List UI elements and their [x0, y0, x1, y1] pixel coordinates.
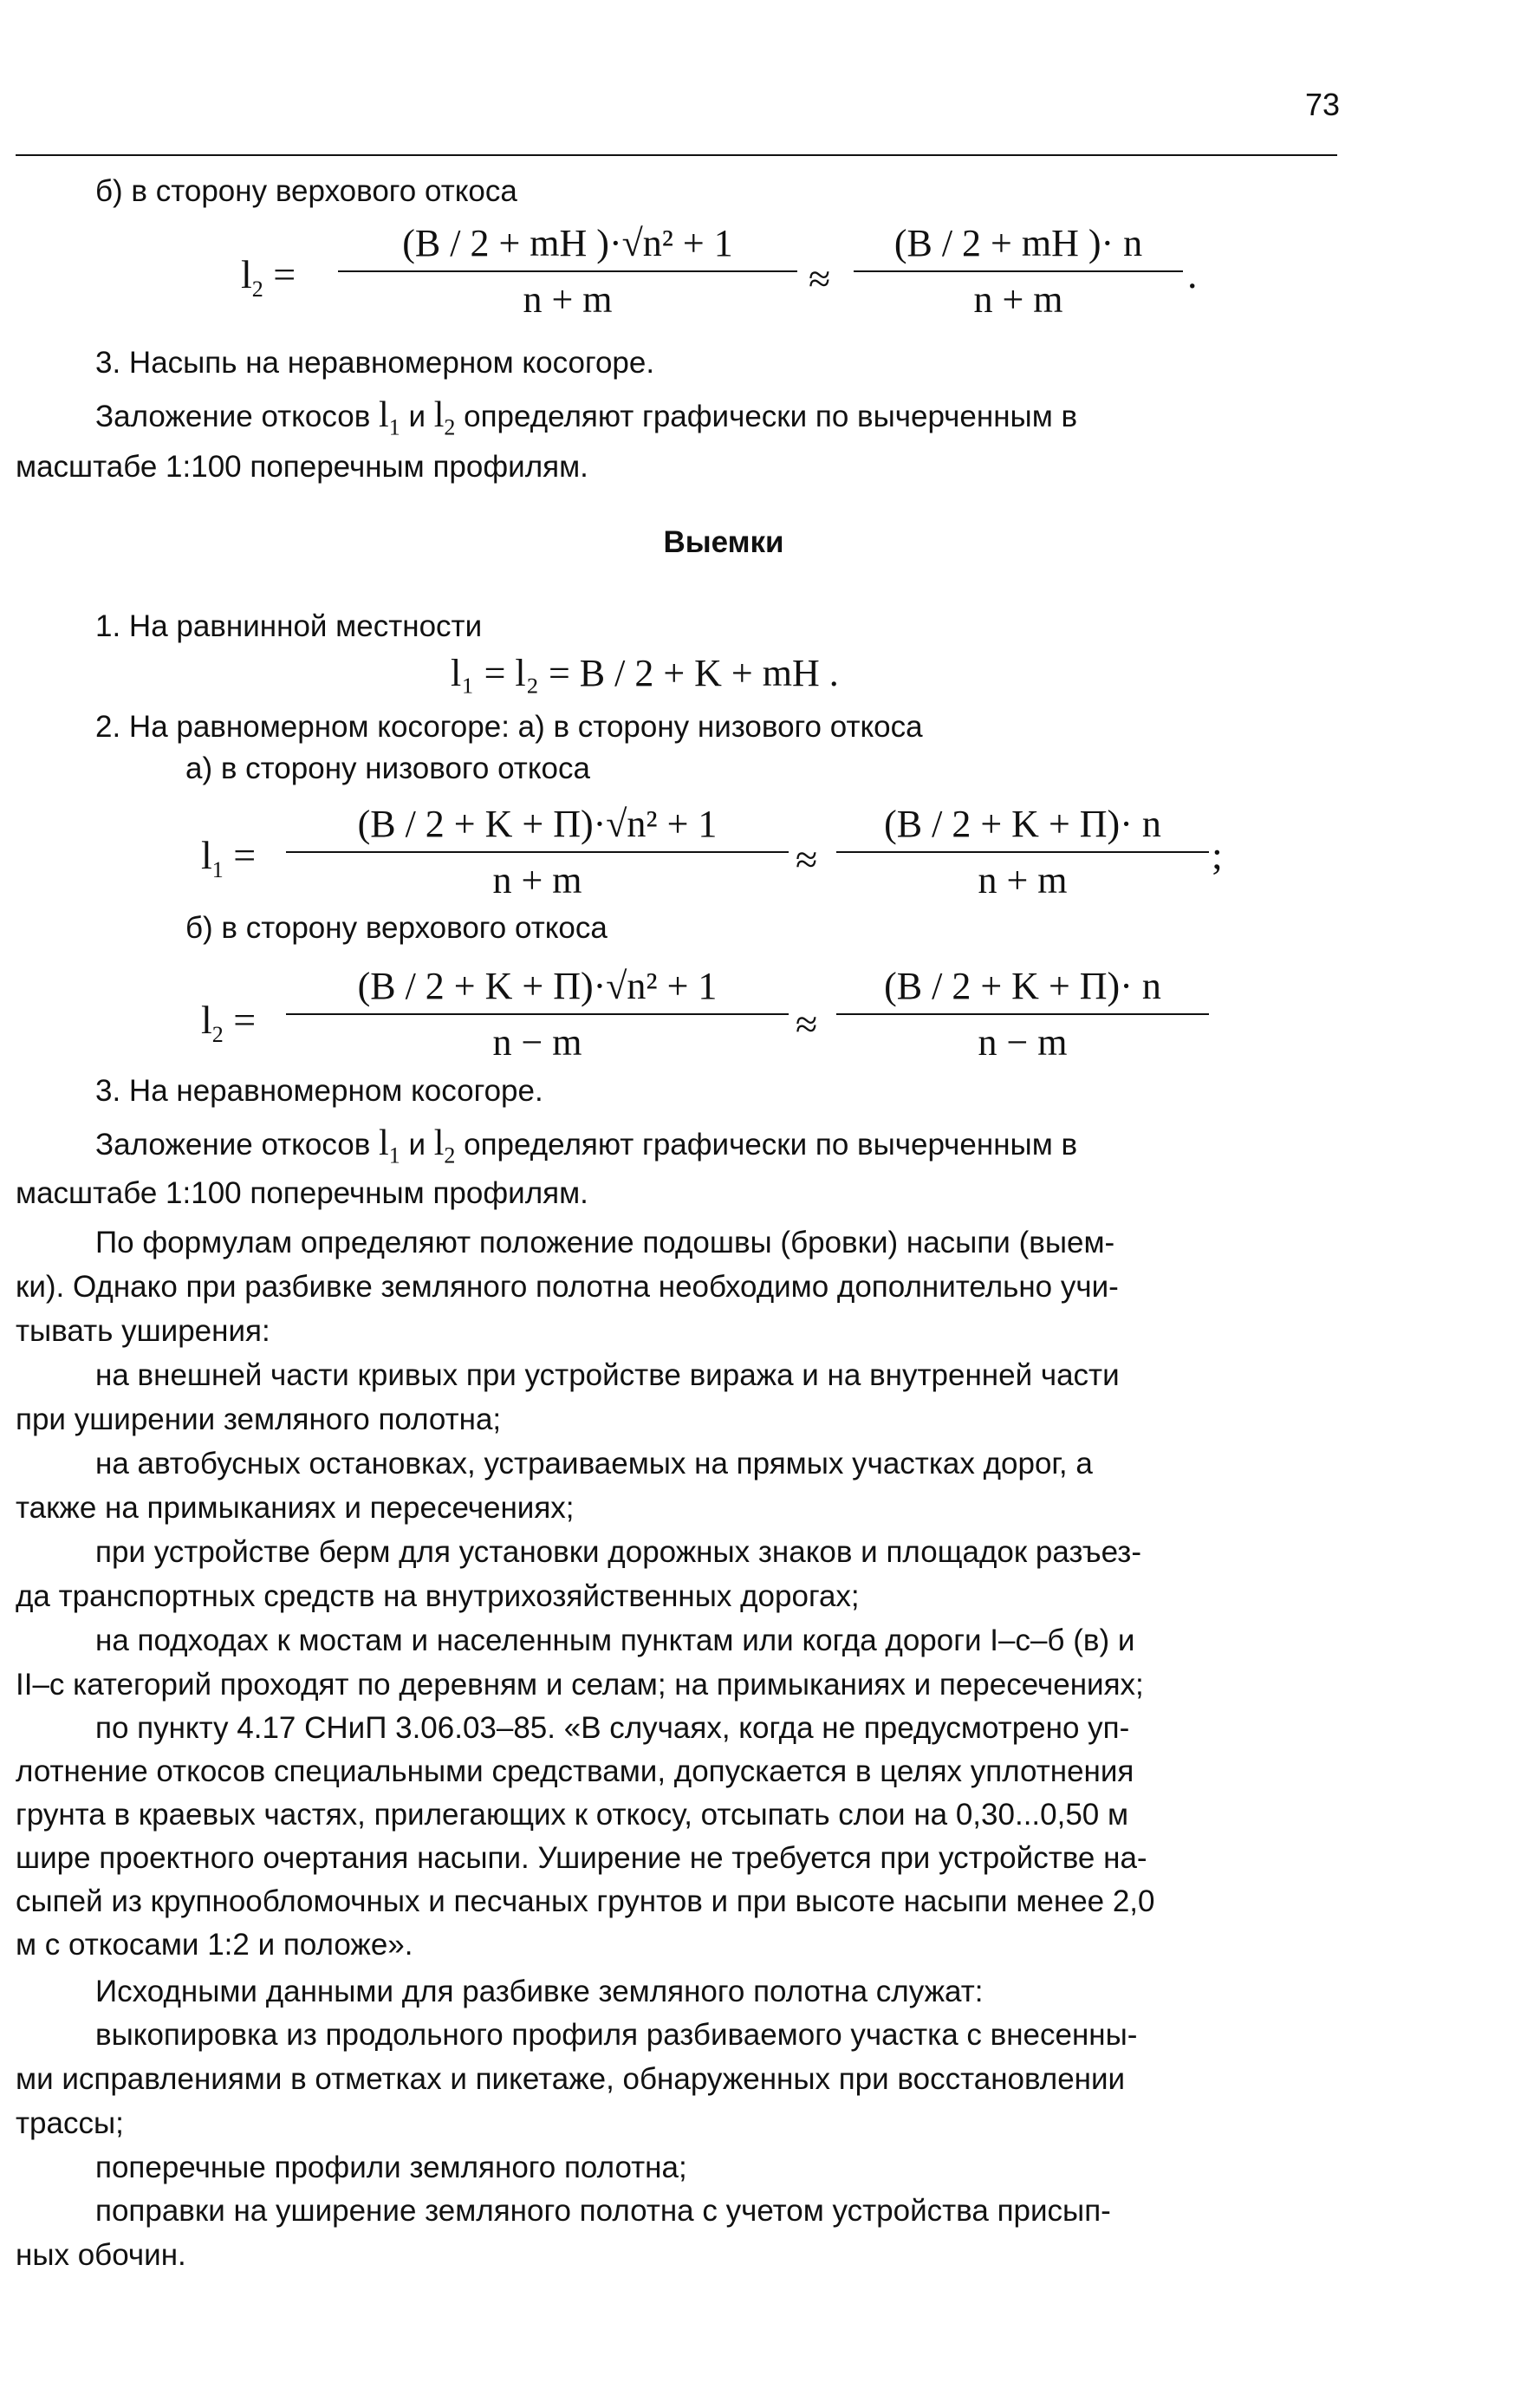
paragraph-input-data: Исходными данными для разбивке земляного полотна служат:	[95, 1975, 984, 2008]
approx-sign: ≈	[809, 257, 831, 301]
approx-sign: ≈	[796, 837, 818, 882]
fraction-1: $\frac{\text{(B / 2 + mH )·√n² + 1}}{n + m}$	[338, 221, 797, 322]
fraction-2: (B / 2 + K + П)· n n + m	[836, 802, 1209, 902]
fraction-2: (B / 2 + K + П)· n n − m	[836, 964, 1209, 1064]
item-3-cut: 3. На неравномерном косогоре.	[95, 1074, 543, 1108]
paragraph-formulas: По формулам определяют положение подошвы (бровки) насыпи (выем- ки). Однако при разбивке земляного полотна необходимо дополнительно учи- тывать уширения:	[16, 1226, 1119, 1348]
subitem-upper-slope: б) в сторону верхового откоса	[95, 174, 517, 208]
slope-paragraph-1: Заложение откосов $l_1$ и $l_2$ определяют графически по вычерченным в	[95, 395, 1078, 440]
symbol-l2: $l_2$	[433, 395, 456, 440]
item-2-uniform-slope: 2. На равномерном косогоре: а) в сторону низового откоса	[95, 710, 923, 744]
symbol-l1: $l_1$	[379, 395, 400, 440]
symbol-l1: $l_1$	[379, 1123, 400, 1168]
fraction-1: (B / 2 + K + П)·√n² + 1 n + m	[286, 802, 789, 902]
paragraph-snip: по пункту 4.17 СНиП 3.06.03–85. «В случаях, когда не предусмотрено уп- лотнение откосов специальными средствами, допускается в целях уплотнения грунта в краевых частях, прилегающих к откосу, отсыпать слои на 0,30...0,50 м шире проектного очертания насыпи. Уширение не требуется при устройстве на- сыпей из крупнообломочных и песчаных грунтов и при высоте насыпи менее 2,0 м с откосами 1:2 и положе».	[16, 1711, 1155, 1962]
item-3-embankment: 3. Насыпь на неравномерном косогоре.	[95, 346, 655, 380]
symbol-l2: $l_2$	[433, 1123, 456, 1168]
slope-paragraph-1-cont: масштабе 1:100 поперечным профилям.	[16, 450, 588, 484]
item-1-flat: 1. На равнинной местности	[95, 609, 483, 643]
subitem-lower-slope: а) в сторону низового откоса	[185, 752, 590, 785]
page-number: 73	[1304, 87, 1340, 122]
fraction-2: $\frac{(B / 2 + mH )\cdot n}{n + m}$	[854, 221, 1183, 322]
paragraph-bus-stops: на автобусных остановках, устраиваемых на прямых участках дорог, а также на примыканиях и пересечениях;	[16, 1447, 1093, 1525]
slope-paragraph-2: Заложение откосов $l_1$ и $l_2$ определяют графически по вычерченным в	[95, 1123, 1078, 1168]
paragraph-bridges: на подходах к мостам и населенным пунктам или когда дороги I–с–б (в) и II–с категорий проходят по деревням и селам; на примыканиях и пересечениях;	[16, 1624, 1144, 1702]
formula-end: ;	[1212, 833, 1223, 877]
fraction-1: (B / 2 + K + П)·√n² + 1 n − m	[286, 964, 789, 1064]
subitem-upper-slope-cut: б) в сторону верхового откоса	[185, 911, 608, 945]
paragraph-berms: при устройстве берм для установки дорожных знаков и площадок разъез- да транспортных средств на внутрихозяйственных дорогах;	[16, 1535, 1141, 1613]
paragraph-curves: на внешней части кривых при устройстве виража и на внутренней части при уширении земляного полотна;	[16, 1358, 1120, 1436]
formula-lhs: $l_1$ =	[201, 833, 257, 883]
paragraph-extract: выкопировка из продольного профиля разбиваемого участка с внесенны- ми исправлениями в отметках и пикетаже, обнаруженных при восстановлении трассы;	[16, 2018, 1138, 2140]
slope-paragraph-2-cont: масштабе 1:100 поперечным профилям.	[16, 1176, 588, 1210]
formula-end: .	[1187, 252, 1198, 296]
header-rule	[16, 154, 1337, 156]
paragraph-widening: поправки на уширение земляного полотна с учетом устройства присып- ных обочин.	[16, 2194, 1111, 2272]
formula-lhs: $l_2$ =	[241, 252, 296, 303]
paragraph-cross-sections: поперечные профили земляного полотна;	[95, 2151, 687, 2184]
formula-lhs: $l_2$ =	[201, 998, 257, 1048]
formula-flat: l₁ = l₂ = B / 2 + K + mH .	[451, 652, 839, 694]
approx-sign: ≈	[796, 1002, 818, 1046]
section-title: Выемки	[663, 525, 784, 559]
